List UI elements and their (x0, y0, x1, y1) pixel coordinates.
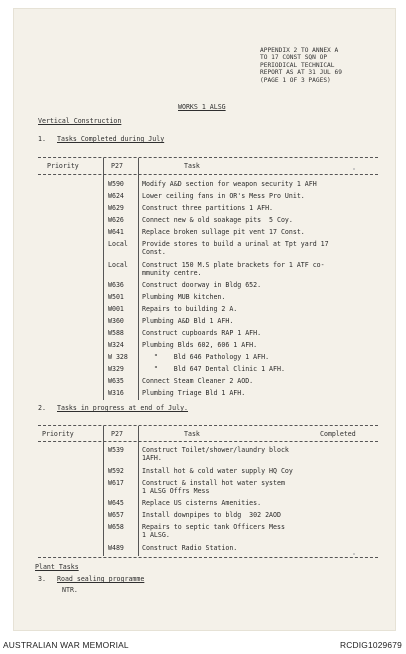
table2-divider (138, 426, 139, 556)
table-row-task: Modify A&D section for weapon security 1 AFH (142, 180, 317, 188)
table-row-ref: W588 (108, 329, 124, 337)
table-row-ref: W641 (108, 228, 124, 236)
appendix-header (260, 47, 342, 84)
table-row-task: Repairs to septic tank Officers Mess 1 ALSG. (142, 523, 285, 539)
table-row-ref: W617 (108, 478, 124, 487)
table-row-ref: W636 (108, 281, 124, 289)
section2-number: 2. (38, 404, 46, 412)
table1-top-rule (38, 157, 378, 158)
paper-mark (353, 553, 355, 555)
table-row-ref: W645 (108, 499, 124, 507)
table-row-ref: Local (108, 260, 128, 269)
table-row-ref: W324 (108, 341, 124, 349)
document-title: WORKS 1 ALSG (178, 103, 226, 111)
section3-number: 3. (38, 575, 46, 583)
table2-header-rule (38, 441, 378, 442)
header-line: PERIODICAL TECHNICAL (260, 61, 335, 69)
section1-heading: Tasks Completed during July (57, 135, 165, 143)
table-row-ref: W592 (108, 466, 124, 475)
table-row-task: Plumbing Blds 602, 606 1 AFH. (142, 341, 258, 349)
section1-number: 1. (38, 135, 46, 143)
paper-mark (353, 168, 355, 170)
header-line: APPENDIX 2 TO ANNEX A (260, 47, 339, 54)
section3-heading: Road sealing programme (57, 575, 145, 583)
table-row-task: Construct doorway in Bldg 652. (142, 281, 262, 289)
header-line: (PAGE 1 OF 3 PAGES) (260, 76, 331, 84)
table2-divider (103, 426, 104, 556)
table-row-task: Construct three partitions 1 AFH. (142, 204, 274, 212)
table-row-task: " Bld 646 Pathology 1 AFH. (142, 353, 270, 361)
table-row-task: Replace broken sullage pit vent 17 Const. (142, 228, 305, 236)
table-row-ref: W629 (108, 204, 124, 212)
table-row-ref: W001 (108, 305, 124, 313)
table-row-task: Provide stores to build a urinal at Tpt yard 17 Const. (142, 240, 329, 256)
table-row-ref: W501 (108, 293, 124, 301)
section-heading: Vertical Construction (38, 117, 122, 125)
table-row-task: Construct & install hot water system 1 ALSG Offrs Mess (142, 478, 285, 495)
table-row-task: Construct cupboards RAP 1 AFH. (142, 329, 262, 337)
table-row-task: Install downpipes to bldg 302 2AOD (142, 511, 281, 519)
section2-heading: Tasks in progress at end of July. (57, 404, 189, 412)
header-line: REPORT AS AT 31 JUL 69 (260, 69, 342, 77)
table1-col-priority: Priority (47, 162, 79, 170)
table-row-task: Construct 150 M.S plate brackets for 1 ATF co- mmunity centre. (142, 260, 325, 277)
table-row-task: Install hot & cold water supply HQ Coy (142, 466, 293, 475)
table-row-ref: W539 (108, 446, 124, 454)
table-row-ref: W489 (108, 543, 124, 552)
table-row-ref: W626 (108, 216, 124, 224)
table-row-task: Construct Toilet/shower/laundry block 1AFH. (142, 446, 289, 462)
table-row-task: Replace US cisterns Amenities. (142, 499, 262, 507)
table-row-task: Plumbing Triage Bld 1 AFH. (142, 389, 246, 397)
table1-col-ref: P27 (111, 162, 123, 170)
table-row-ref: W 328 (108, 353, 128, 361)
table-row-ref: W635 (108, 377, 124, 385)
table-row-task: Connect Steam Cleaner 2 AOD. (142, 377, 254, 385)
table1-divider (103, 158, 104, 400)
section3-value: NTR. (62, 586, 78, 594)
table2-top-rule (38, 425, 378, 426)
table-row-task: Repairs to building 2 A. (142, 305, 238, 313)
table2-col-ref: P27 (111, 430, 123, 438)
table-row-task: Construct Radio Station. (142, 543, 238, 552)
table-row-task: " Bld 647 Dental Clinic 1 AFH. (142, 365, 285, 373)
footer-archive-name: AUSTRALIAN WAR MEMORIAL (3, 640, 129, 650)
table-row-ref: Local (108, 240, 128, 248)
table-row-ref: W316 (108, 389, 124, 397)
table-row-task: Lower ceiling fans in OR's Mess Pro Unit. (142, 192, 305, 200)
table-row-task: Connect new & old soakage pits 5 Coy. (142, 216, 293, 224)
table-row-task: Plumbing A&D Bld 1 AFH. (142, 317, 234, 325)
table1-header-rule (38, 174, 378, 175)
table2-col-completed: Completed (320, 430, 356, 438)
plant-tasks-heading: Plant Tasks (35, 563, 79, 571)
table-row-ref: W329 (108, 365, 124, 373)
table2-col-priority: Priority (42, 430, 74, 438)
table1-divider (138, 158, 139, 400)
table-row-task: Plumbing MUB kitchen. (142, 293, 226, 301)
header-line: TO 17 CONST SQN OP (260, 54, 328, 62)
table2-col-task: Task (184, 430, 200, 438)
footer-record-id: RCDIG1029679 (340, 640, 402, 650)
table1-col-task: Task (184, 162, 200, 170)
table-row-ref: W590 (108, 180, 124, 188)
table-row-ref: W658 (108, 523, 124, 531)
table-row-ref: W624 (108, 192, 124, 200)
table-row-ref: W360 (108, 317, 124, 325)
table-row-ref: W657 (108, 511, 124, 519)
table2-bottom-rule (38, 557, 378, 558)
